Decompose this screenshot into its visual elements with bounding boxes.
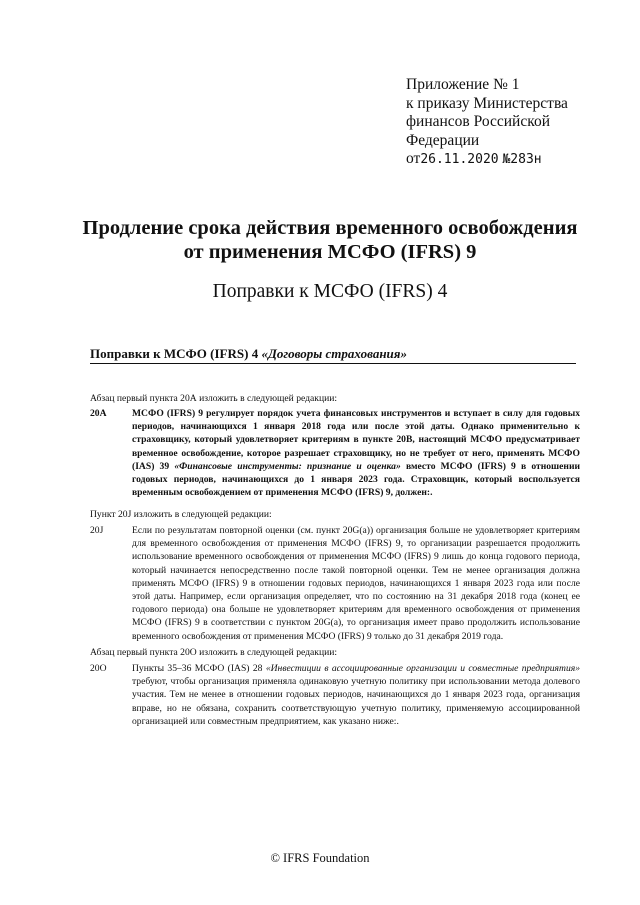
- paragraph-number: 20А: [90, 408, 107, 419]
- title-line-2: от применения МСФО (IFRS) 9: [183, 241, 477, 263]
- footer-copyright: © IFRS Foundation: [270, 851, 370, 865]
- annex-line-1: Приложение № 1: [406, 76, 520, 93]
- annex-date-prefix: от: [406, 150, 421, 167]
- section-heading-italic: «Договоры страхования»: [261, 346, 407, 361]
- paragraph-text-part: требуют, чтобы организация применяла одинаковую учетную политику при использовании метода долевого участия. Тем не менее в отношении годовых периодов, начинающихся до 1 января 2023 года, организация вправе, но не обязана, сохранить соответствующую учетную политику, применяемую ассоциированной организацией или совместным предприятием, как указано ниже:.: [132, 676, 580, 727]
- annex-date: 26.11.2020: [420, 152, 499, 167]
- annex-date-line: [406, 150, 606, 170]
- instruction-20a: Абзац первый пункта 20А изложить в следующей редакции:: [90, 393, 338, 404]
- paragraph-text-part: Пункты 35–36 МСФО (IAS) 28: [132, 663, 266, 674]
- annex-line-2: к приказу Министерства: [406, 94, 568, 112]
- paragraph-text-part: вместо МСФО (IFRS) 9 в отношении годовых периодов, начинающихся до 1 января 2023 года. Страховщик, который воспользуется временным освобождением от применения МСФО (IFRS) 9, должен:.: [132, 460, 580, 499]
- paragraph-text-italic: «Инвестиции в ассоциированные организации и совместные предприятия»: [265, 663, 580, 674]
- annex-block: [406, 76, 606, 170]
- section-heading-text: Поправки к МСФО (IFRS) 4: [90, 346, 262, 361]
- paragraph-text: [132, 407, 580, 499]
- instruction-20j: Пункт 20J изложить в следующей редакции:: [90, 509, 272, 520]
- instruction-20o: Абзац первый пункта 20О изложить в следующей редакции:: [90, 647, 338, 658]
- section-heading: [90, 346, 576, 364]
- document-subtitle: Поправки к МСФО (IFRS) 4: [212, 281, 448, 302]
- annex-line-4: Федерации: [406, 131, 480, 149]
- title-line-1: Продление срока действия временного освобождения: [82, 217, 578, 239]
- annex-order-number: №283н: [502, 152, 542, 167]
- paragraph-number: 20О: [90, 663, 107, 674]
- paragraph-text-part: МСФО (IFRS) 9 регулирует порядок учета финансовых инструментов и вступает в силу для годовых периодов, начинающихся 1 января 2018 года или после этой даты. Однако применительно к страховщику, который удовлетворяет критериям в пункте 20В, настоящий МСФО предусматривает временное освобождение, которое разрешает страховщику, но не требует от него, применять МСФО (IAS) 39: [132, 408, 580, 472]
- paragraph-number: 20J: [90, 525, 104, 536]
- paragraph-text: [132, 662, 580, 728]
- paragraph-text-part: Если по результатам повторной оценки (см. пункт 20G(a)) организация больше не удовлетворяет критериям для временного освобождения от применения МСФО (IFRS) 9, то организации разрешается продолжить использование временного освобождения от применения МСФО (IFRS) 9 лишь до конца годового периода, который начинается непосредственно после такой повторной оценки. Тем не менее организация должна применять МСФО (IFRS) 9 в отношении годовых периодов, начинающихся 1 января 2023 года или после этой даты. Например, если организация определяет, что по состоянию на 31 декабря 2018 года (конец ее годового периода) она больше не удовлетворяет критериям для временного освобождения от применения МСФО (IFRS) 9 в соответствии с пунктом 20G(a), то организация имеет право продолжить использование временного освобождения от применения МСФО (IFRS) 9 только до 31 декабря 2019 года.: [132, 525, 580, 642]
- paragraph-text: [132, 524, 580, 643]
- annex-line-3: финансов Российской: [406, 113, 551, 130]
- document-title: [60, 216, 600, 264]
- paragraph-text-italic: «Финансовые инструменты: признание и оценка»: [174, 460, 401, 472]
